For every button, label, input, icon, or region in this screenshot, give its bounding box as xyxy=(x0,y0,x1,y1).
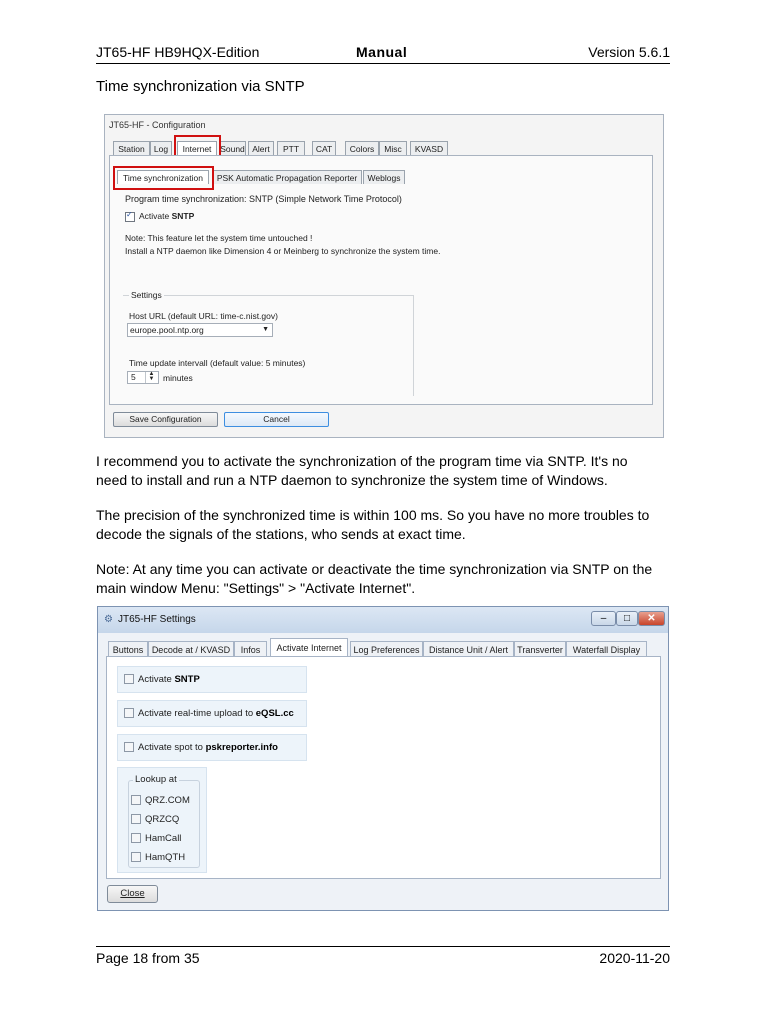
lookup-qrzcq[interactable] xyxy=(131,814,179,825)
activate-sntp-option[interactable] xyxy=(117,666,307,693)
chevron-down-icon: ▼ xyxy=(262,326,269,333)
tab-decode-kvasd[interactable]: Decode at / KVASD xyxy=(148,641,234,657)
config-window xyxy=(104,114,664,438)
maximize-icon: □ xyxy=(623,613,631,624)
app-gear-icon: ⚙ xyxy=(104,614,113,625)
paragraph-3-line-1: Note: At any time you can activate or deactivate the time synchronization via SNTP on the xyxy=(96,561,653,577)
activate-sntp-bold: SNTP xyxy=(171,211,195,221)
host-url-value: europe.pool.ntp.org xyxy=(130,325,204,335)
lookup-group xyxy=(117,767,207,873)
opt2-label: Activate real-time upload to xyxy=(138,708,254,719)
settings-label: Settings xyxy=(131,290,162,300)
checkbox-unchecked-icon xyxy=(124,708,134,718)
tab-station[interactable]: Station xyxy=(113,141,150,155)
tab-infos[interactable]: Infos xyxy=(234,641,267,657)
host-url-select[interactable] xyxy=(127,323,273,337)
interval-label: Time update intervall (default value: 5 minutes) xyxy=(129,358,306,368)
time-sync-tab-highlight xyxy=(113,166,214,190)
lookup-hamcall-label: HamCall xyxy=(145,833,182,844)
host-url-label: Host URL (default URL: time-c.nist.gov) xyxy=(129,311,278,321)
paragraph-3 xyxy=(96,560,676,598)
paragraph-2 xyxy=(96,506,676,544)
save-configuration-button[interactable]: Save Configuration xyxy=(113,412,218,427)
section-title: Time synchronization via SNTP xyxy=(96,78,305,95)
header-right: Version 5.6.1 xyxy=(588,44,670,60)
maximize-button[interactable] xyxy=(616,611,638,626)
tab-distance-unit-alert[interactable]: Distance Unit / Alert xyxy=(423,641,514,657)
close-window-button[interactable] xyxy=(638,611,665,626)
tab-colors[interactable]: Colors xyxy=(345,141,379,155)
interval-unit: minutes xyxy=(163,373,193,383)
tab-log[interactable]: Log xyxy=(150,141,172,155)
footer-rule xyxy=(96,946,670,947)
close-icon: ✕ xyxy=(647,613,656,624)
activate-internet-pane xyxy=(106,656,661,879)
opt1-label: Activate xyxy=(138,674,172,685)
close-button[interactable]: Close xyxy=(107,885,158,903)
activate-pskreporter-option[interactable] xyxy=(117,734,307,761)
opt3-bold: pskreporter.info xyxy=(205,742,278,753)
checkbox-unchecked-icon xyxy=(131,795,141,805)
tab-sound[interactable]: Sound xyxy=(219,141,246,155)
paragraph-1 xyxy=(96,452,676,490)
footer-page: Page 18 from 35 xyxy=(96,950,200,966)
header-left: JT65-HF HB9HQX-Edition xyxy=(96,44,260,60)
interval-stepper[interactable] xyxy=(127,371,159,384)
header-center: Manual xyxy=(356,44,408,60)
note-line-2: Install a NTP daemon like Dimension 4 or Meinberg to synchronize the system time. xyxy=(125,246,441,256)
minimize-button[interactable] xyxy=(591,611,616,626)
tab-waterfall-display[interactable]: Waterfall Display xyxy=(566,641,647,657)
tab-log-preferences[interactable]: Log Preferences xyxy=(350,641,423,657)
minimize-icon: – xyxy=(600,613,607,624)
config-window-title: JT65-HF - Configuration xyxy=(109,120,206,130)
lookup-hamqth[interactable] xyxy=(131,852,185,863)
activate-eqsl-option[interactable] xyxy=(117,700,307,727)
opt2-bold: eQSL.cc xyxy=(255,708,294,719)
tab-kvasd[interactable]: KVASD xyxy=(410,141,448,155)
tab-buttons[interactable]: Buttons xyxy=(108,641,148,657)
checkbox-unchecked-icon xyxy=(131,814,141,824)
lookup-hamcall[interactable] xyxy=(131,833,181,844)
checkbox-unchecked-icon xyxy=(124,674,134,684)
tab-activate-internet[interactable]: Activate Internet xyxy=(270,638,348,657)
settings-window xyxy=(97,606,669,911)
tab-alert[interactable]: Alert xyxy=(248,141,274,155)
tab-cat[interactable]: CAT xyxy=(312,141,336,155)
interval-value: 5 xyxy=(131,372,136,382)
activate-sntp-checkbox[interactable] xyxy=(125,211,194,222)
lookup-qrzcom-label: QRZ.COM xyxy=(145,795,190,806)
tab-internet[interactable]: Internet xyxy=(177,141,217,155)
lookup-qrzcq-label: QRZCQ xyxy=(145,814,180,825)
lookup-hamqth-label: HamQTH xyxy=(145,852,186,863)
footer-date: 2020-11-20 xyxy=(599,950,670,966)
subtab-time-sync[interactable]: Time synchronization xyxy=(117,170,209,184)
lookup-qrzcom[interactable] xyxy=(131,795,190,806)
note-line-1: Note: This feature let the system time untouched ! xyxy=(125,233,313,243)
paragraph-2-line-1: The precision of the synchronized time is within 100 ms. So you have no more troubles to xyxy=(96,507,650,523)
tab-misc[interactable]: Misc xyxy=(379,141,407,155)
tab-ptt[interactable]: PTT xyxy=(277,141,305,155)
subtab-weblogs[interactable]: Weblogs xyxy=(363,170,405,184)
checkbox-unchecked-icon xyxy=(124,742,134,752)
spinner-arrows-icon[interactable]: ▲ ▼ xyxy=(145,372,157,383)
checkbox-unchecked-icon xyxy=(131,852,141,862)
checkbox-unchecked-icon xyxy=(131,833,141,843)
cancel-button[interactable]: Cancel xyxy=(224,412,329,427)
paragraph-1-line-2: need to install and run a NTP daemon to synchronize the system time of Windows. xyxy=(96,472,608,488)
activate-label: Activate xyxy=(139,211,170,221)
opt1-bold: SNTP xyxy=(174,674,200,685)
header-rule xyxy=(96,63,670,64)
checkbox-checked-icon xyxy=(125,212,135,222)
paragraph-1-line-1: I recommend you to activate the synchronization of the program time via SNTP. It's no xyxy=(96,453,628,469)
sntp-group-title: Program time synchronization: SNTP (Simple Network Time Protocol) xyxy=(125,194,402,204)
subtab-psk-reporter[interactable]: PSK Automatic Propagation Reporter xyxy=(212,170,362,184)
paragraph-3-line-2: main window Menu: "Settings" > "Activate Internet". xyxy=(96,580,416,596)
lookup-title: Lookup at xyxy=(135,774,177,785)
tab-transverter[interactable]: Transverter xyxy=(514,641,566,657)
paragraph-2-line-2: decode the signals of the stations, who sends at exact time. xyxy=(96,526,466,542)
opt3-label: Activate spot to xyxy=(138,742,203,753)
settings-window-title: JT65-HF Settings xyxy=(118,614,196,625)
